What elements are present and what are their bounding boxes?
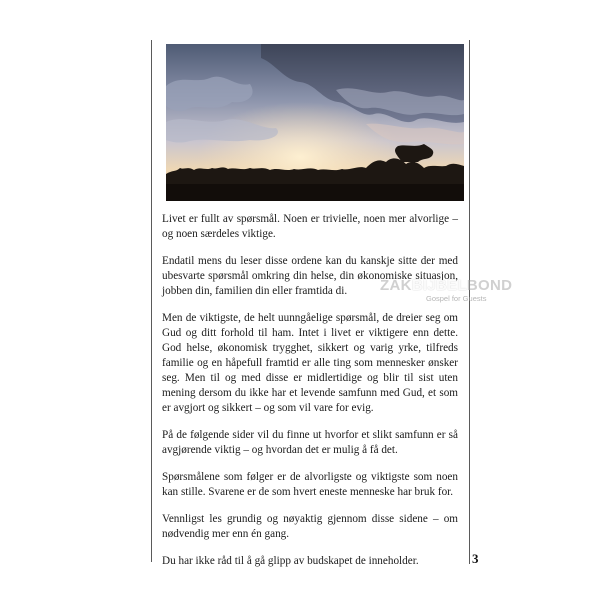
body-text — [162, 212, 458, 581]
right-margin-line — [469, 40, 470, 564]
watermark-accent: BIJBEL — [411, 277, 467, 294]
paragraph: Spørsmålene som følger er de alvorligste og viktigste som noen kan stille. Svarene er de som hvert eneste menneske har bruk for. — [162, 471, 458, 498]
paragraph: Men de viktigste, de helt uunngåelige spørsmål, de dreier seg om Gud og ditt forhold til ham. Intet i livet er viktigere enn dette. God helse, økonomisk trygghet, sikkert og varig yrke, tilfreds familie og en håpefull framtid er alle ting som mennesker ønsker seg. Men til og med disse er midlertidige og blir til sist uten mening dersom du ikke har et levende samfunn med Gud, et som er avgjort og sikkert – og som vil vare for evig. — [162, 312, 458, 414]
sunset-photo — [166, 44, 464, 201]
watermark-tail: BOND — [466, 277, 513, 294]
paragraph: Du har ikke råd til å gå glipp av budskapet de inneholder. — [162, 555, 419, 567]
watermark-subtitle: Gospel for Guests — [426, 294, 487, 303]
paragraph: Endatil mens du leser disse ordene kan du kanskje sitte der med ubesvarte spørsmål omkring din helse, din økonomiske situasjon, jobben din, familien din eller framtida di. — [162, 255, 458, 297]
paragraph: Livet er fullt av spørsmål. Noen er trivielle, noen mer alvorlige – og noen særdeles viktige. — [162, 213, 458, 240]
paragraph: Vennligst les grundig og nøyaktig gjennom disse sidene – om nødvendig mer enn én gang. — [162, 513, 458, 540]
page-number: 3 — [472, 551, 479, 566]
paragraph: På de følgende sider vil du finne ut hvorfor et slikt samfunn er så avgjørende viktig – og hvordan det er mulig å få det. — [162, 429, 458, 456]
left-margin-line — [151, 40, 152, 562]
watermark-lead: ZAK — [380, 277, 412, 294]
